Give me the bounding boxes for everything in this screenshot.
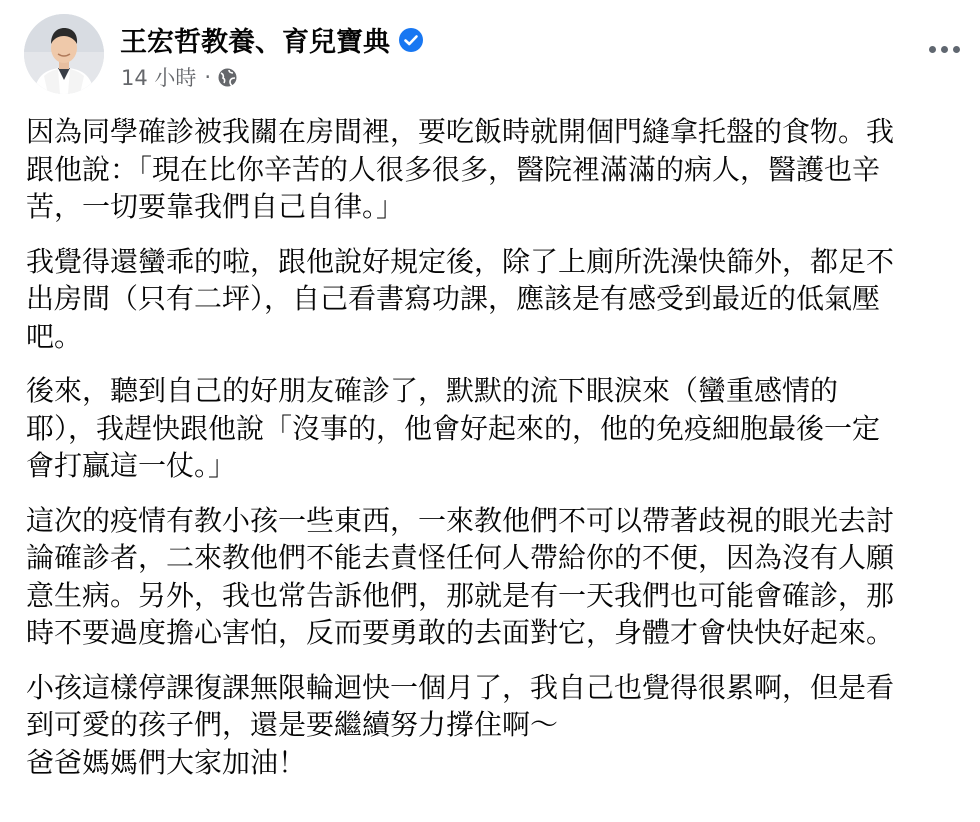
post-timestamp[interactable]: 14 小時 — [121, 66, 197, 90]
post-paragraph: 後來，聽到自己的好朋友確診了，默默的流下眼淚來（蠻重感情的 耶），我趕快跟他說「沒事的，他會好起來的，他的免疫細胞最後一定 會打贏這一仗。」 — [26, 374, 881, 482]
author-avatar[interactable] — [24, 14, 104, 94]
more-dot — [941, 46, 948, 53]
globe-icon[interactable] — [217, 67, 238, 88]
more-dot — [929, 46, 936, 53]
post-paragraph: 因為同學確診被我關在房間裡，要吃飯時就開個門縫拿托盤的食物。我 跟他說：「現在比你辛苦的人很多很多，醫院裡滿滿的病人，醫護也辛 苦，一切要靠我們自己自律。」 — [26, 115, 895, 223]
meta-separator: · — [204, 65, 212, 89]
post-paragraph: 小孩這樣停課復課無限輪迴快一個月了，我自己也覺得很累啊，但是看 到可愛的孩子們，還是要繼續努力撐住啊～ 爸爸媽媽們大家加油！ — [26, 670, 895, 779]
more-options-icon[interactable] — [924, 34, 964, 64]
post-header — [24, 14, 964, 94]
author-name[interactable]: 王宏哲教養、育兒寶典 — [120, 27, 390, 58]
more-dot — [953, 46, 960, 53]
author-name-row — [120, 20, 424, 59]
verified-badge-icon — [398, 27, 424, 53]
post-paragraph: 這次的疫情有教小孩一些東西，一來教他們不可以帶著歧視的眼光去討 論確診者，二來教他們不能去責怪任何人帶給你的不便，因為沒有人願 意生病。另外，我也常告訴他們，那就是有一天我們也可能會確診，那 時不要過度擔心害怕，反而要勇敢的去面對它，身體才會快快好起來。 — [26, 503, 895, 649]
post-body — [26, 113, 961, 798]
post-paragraph: 我覺得還蠻乖的啦，跟他說好規定後，除了上廁所洗澡快篩外，都足不 出房間（只有二坪），自己看書寫功課，應該是有感受到最近的低氣壓 吧。 — [26, 244, 895, 353]
post-meta — [121, 62, 238, 92]
